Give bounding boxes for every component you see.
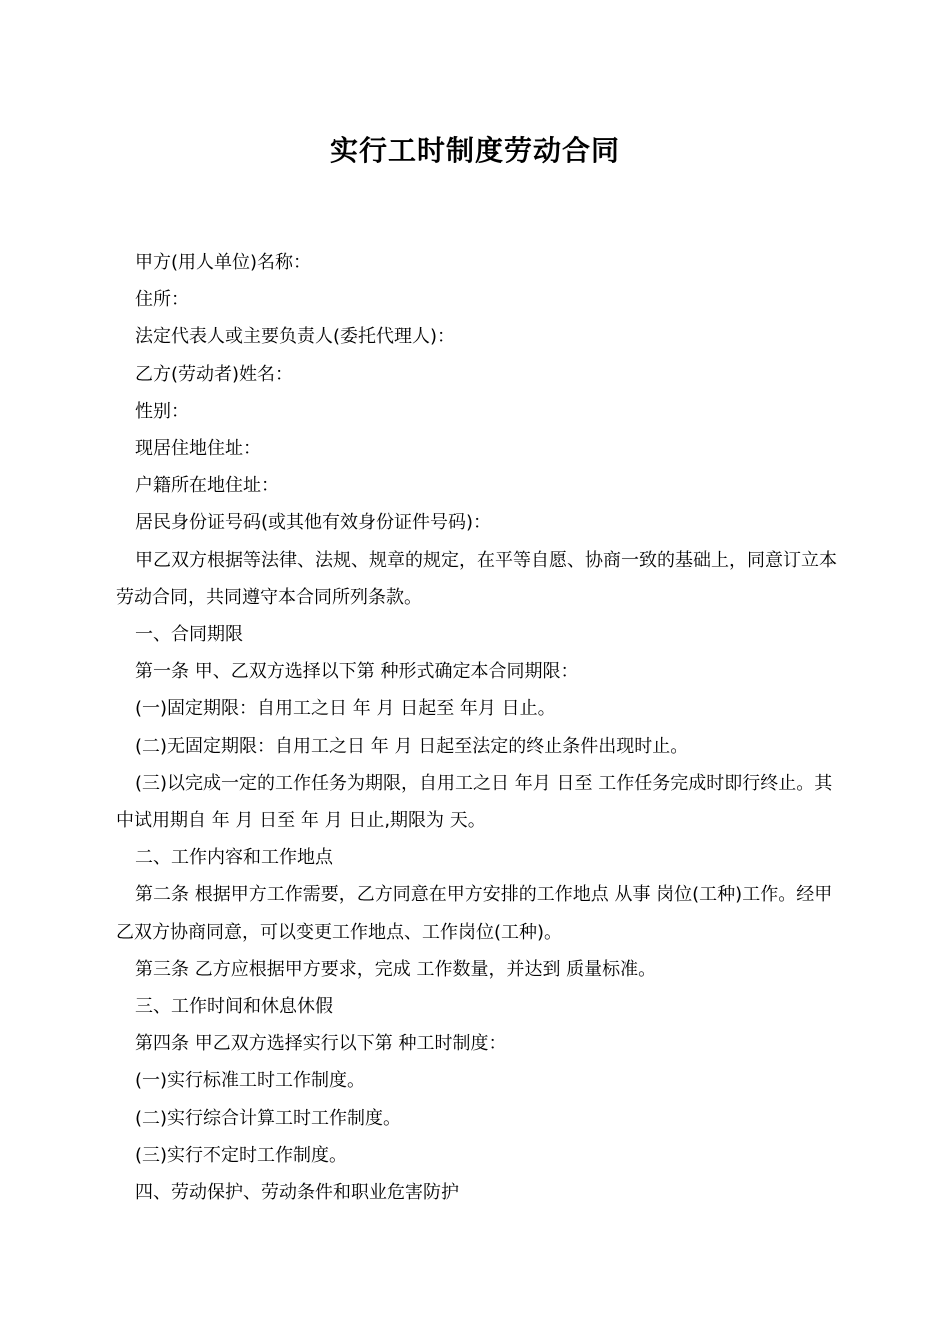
section-heading: 四、劳动保护、劳动条件和职业危害防护 bbox=[135, 1182, 459, 1204]
paragraph: 户籍所在地住址： bbox=[135, 475, 279, 497]
paragraph: (一)固定期限：自用工之日 年 月 日起至 年月 日止。 bbox=[135, 698, 556, 720]
paragraph: (二)无固定期限：自用工之日 年 月 日起至法定的终止条件出现时止。 bbox=[135, 735, 689, 757]
paragraph: 第二条 根据甲方工作需要，乙方同意在甲方安排的工作地点 从事 岗位(工种)工作。经甲乙双方协商同意，可以变更工作地点、工作岗位(工种)。 bbox=[116, 884, 833, 943]
paragraph: (三)以完成一定的工作任务为期限，自用工之日 年月 日至 工作任务完成时即行终止。其中试用期自 年 月 日至 年 月 日止,期限为 天。 bbox=[116, 772, 833, 832]
document-title: 实行工时制度劳动合同 bbox=[329, 134, 620, 167]
paragraph: 现居住地住址： bbox=[135, 438, 261, 460]
paragraph: 住所： bbox=[135, 289, 189, 311]
document-body bbox=[116, 244, 838, 1211]
paragraph: 乙方(劳动者)姓名： bbox=[135, 363, 294, 385]
paragraph: 性别： bbox=[135, 400, 189, 422]
paragraph: 第三条 乙方应根据甲方要求，完成 工作数量，并达到 质量标准。 bbox=[135, 958, 657, 980]
section-heading: 一、合同期限 bbox=[135, 624, 243, 646]
paragraph: 居民身份证号码(或其他有效身份证件号码)： bbox=[135, 512, 492, 534]
paragraph: (三)实行不定时工作制度。 bbox=[135, 1144, 348, 1166]
paragraph: (一)实行标准工时工作制度。 bbox=[135, 1070, 366, 1092]
paragraph: 第一条 甲、乙双方选择以下第 种形式确定本合同期限： bbox=[135, 661, 579, 683]
paragraph: (二)实行综合计算工时工作制度。 bbox=[135, 1107, 402, 1129]
paragraph: 甲乙双方根据等法律、法规、规章的规定，在平等自愿、协商一致的基础上，同意订立本劳动合同，共同遵守本合同所列条款。 bbox=[116, 549, 837, 608]
paragraph: 法定代表人或主要负责人(委托代理人)： bbox=[135, 326, 456, 348]
paragraph: 甲方(用人单位)名称： bbox=[135, 252, 312, 273]
paragraph: 第四条 甲乙双方选择实行以下第 种工时制度： bbox=[135, 1033, 507, 1055]
section-heading: 二、工作内容和工作地点 bbox=[135, 847, 333, 869]
section-heading: 三、工作时间和休息休假 bbox=[135, 996, 333, 1018]
